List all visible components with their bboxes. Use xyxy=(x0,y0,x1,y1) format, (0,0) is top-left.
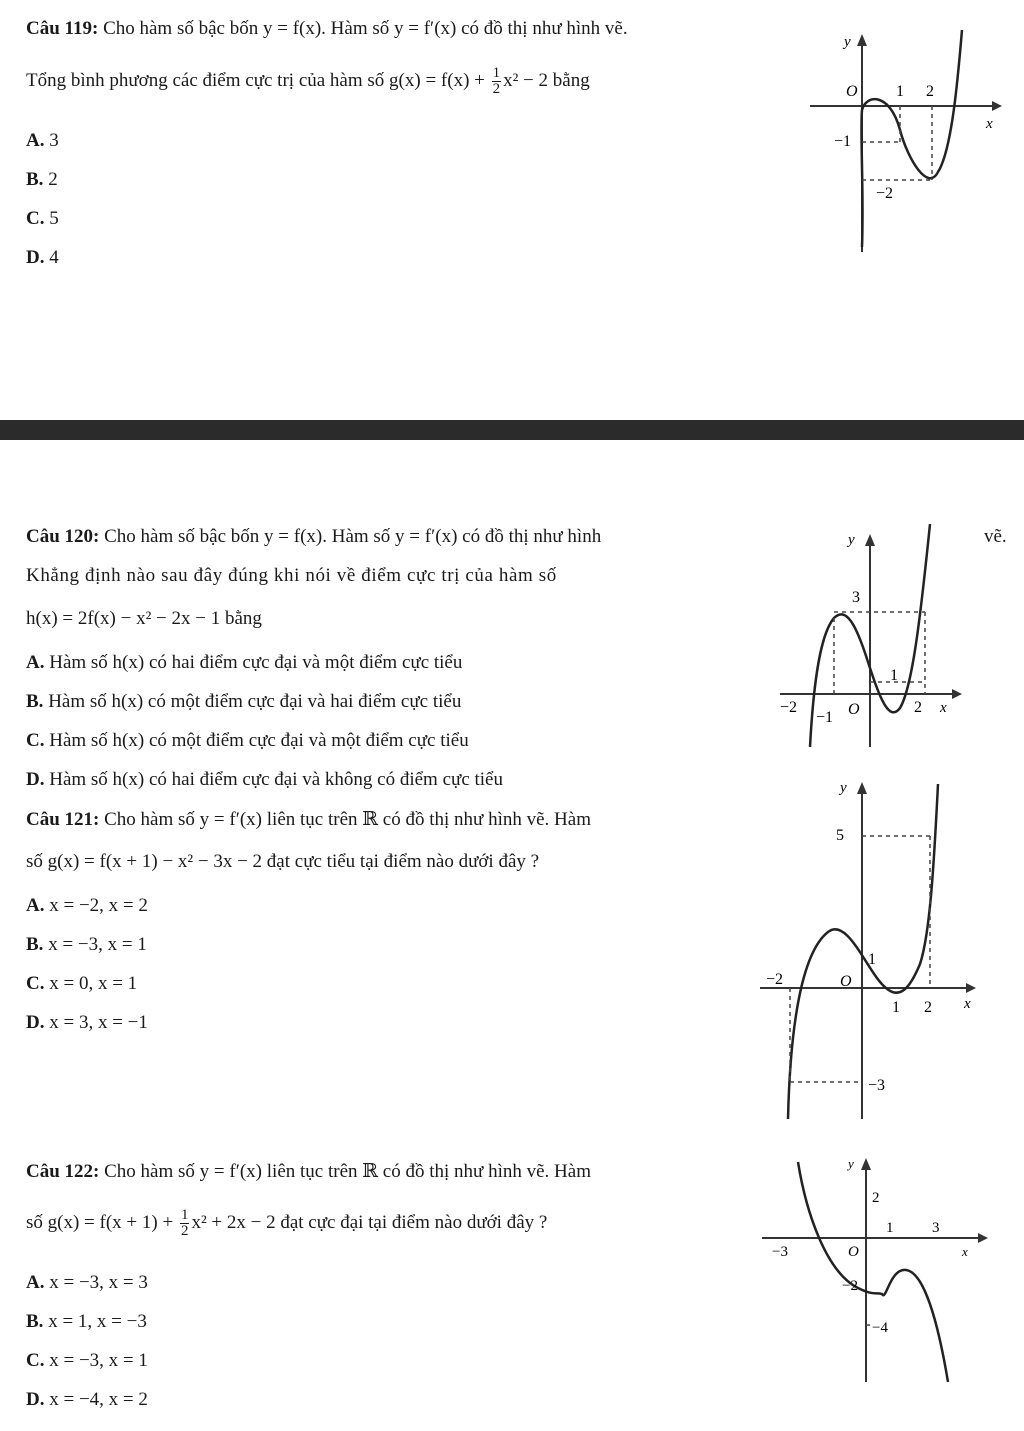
q119-line2-pre: Tổng bình phương các điểm cực trị của hàm số g(x) = f(x) + xyxy=(26,69,490,91)
q122-stem xyxy=(26,1160,591,1183)
tick-label: 2 xyxy=(914,699,922,716)
y-label: y xyxy=(848,1156,854,1171)
option-letter: B. xyxy=(26,934,44,955)
option-text: x = −2, x = 2 xyxy=(44,895,148,916)
y-label: y xyxy=(848,532,855,548)
option-letter: C. xyxy=(26,973,45,994)
y-arrow-icon xyxy=(865,534,875,546)
q122-line2 xyxy=(26,1208,547,1239)
option-letter: D. xyxy=(26,1012,45,1033)
option-letter: B. xyxy=(26,169,44,190)
q122-option-b[interactable] xyxy=(26,1311,147,1333)
tick-label: −2 xyxy=(842,1278,858,1294)
option-text: 2 xyxy=(43,169,58,190)
q119-line2 xyxy=(26,66,590,97)
x-label: x xyxy=(962,1244,968,1259)
tick-label: −2 xyxy=(876,185,894,202)
q120-line2: Khẳng định nào sau đây đúng khi nói về điểm cực trị của hàm số xyxy=(26,565,557,586)
option-letter: D. xyxy=(26,1389,45,1410)
option-text: x = 3, x = −1 xyxy=(44,1012,148,1033)
origin-label: O xyxy=(840,973,852,990)
option-letter: B. xyxy=(26,691,44,712)
option-text: 3 xyxy=(44,130,59,151)
y-arrow-icon xyxy=(861,1158,871,1170)
tick-label: 1 xyxy=(886,1220,894,1236)
y-label: y xyxy=(844,34,851,50)
x-arrow-icon xyxy=(966,983,976,993)
q120-option-b[interactable] xyxy=(26,691,461,713)
tick-label: −2 xyxy=(766,971,784,988)
option-letter: D. xyxy=(26,247,45,268)
tick-label: 1 xyxy=(896,83,904,100)
q122-stem-text: Cho hàm số y = f′(x) liên tục trên ℝ có đồ thị như hình vẽ. Hàm xyxy=(99,1161,591,1182)
option-text: x = −4, x = 2 xyxy=(44,1389,148,1410)
option-text: x = −3, x = 1 xyxy=(44,1350,148,1371)
tick-label: 2 xyxy=(872,1190,880,1206)
q119-option-d[interactable] xyxy=(26,247,59,269)
q120-stem-text: Cho hàm số bậc bốn y = f(x). Hàm số y = f′(x) có đồ thị như hình xyxy=(99,526,602,547)
option-letter: C. xyxy=(26,208,45,229)
q120-option-a[interactable] xyxy=(26,652,462,674)
x-arrow-icon xyxy=(992,101,1002,111)
origin-label: O xyxy=(846,83,858,100)
q120-graph xyxy=(780,522,970,752)
q121-label: Câu 121: xyxy=(26,809,100,830)
x-label: x xyxy=(940,700,947,716)
q122-line2-post: x² + 2x − 2 đạt cực đại tại điểm nào dưới đây ? xyxy=(191,1211,548,1233)
tick-label: 1 xyxy=(892,999,900,1016)
q122-option-a[interactable] xyxy=(26,1272,148,1294)
q119-stem-text: Cho hàm số bậc bốn y = f(x). Hàm số y = f′(x) có đồ thị như hình vẽ. xyxy=(98,18,628,39)
option-letter: A. xyxy=(26,895,45,916)
tick-label: 5 xyxy=(836,827,844,844)
q122-label: Câu 122: xyxy=(26,1161,100,1182)
q119-option-a[interactable] xyxy=(26,130,59,152)
q121-stem-text: Cho hàm số y = f′(x) liên tục trên ℝ có đồ thị như hình vẽ. Hàm xyxy=(99,809,591,830)
q120-option-d[interactable] xyxy=(26,769,503,791)
q122-frac-num: 1 xyxy=(180,1207,189,1223)
tick-label: 3 xyxy=(932,1220,940,1236)
y-label: y xyxy=(840,780,847,796)
option-letter: A. xyxy=(26,130,45,151)
option-text: x = −3, x = 1 xyxy=(43,934,147,955)
origin-label: O xyxy=(848,701,860,718)
x-label: x xyxy=(964,996,971,1012)
q120-stem-end: vẽ. xyxy=(984,526,1007,547)
q122-graph xyxy=(762,1152,1002,1387)
q121-stem xyxy=(26,808,591,831)
option-letter: B. xyxy=(26,1311,44,1332)
q119-line2-post: x² − 2 bằng xyxy=(503,69,590,91)
q122-frac-den: 2 xyxy=(180,1223,189,1239)
option-text: Hàm số h(x) có hai điểm cực đại và một điểm cực tiểu xyxy=(44,652,463,673)
option-text: Hàm số h(x) có hai điểm cực đại và không có điểm cực tiểu xyxy=(44,769,503,790)
q122-option-c[interactable] xyxy=(26,1350,148,1372)
option-text: 5 xyxy=(44,208,59,229)
option-letter: D. xyxy=(26,769,45,790)
x-label: x xyxy=(986,116,993,132)
x-arrow-icon xyxy=(952,689,962,699)
option-text: x = 0, x = 1 xyxy=(44,973,138,994)
tick-label: 2 xyxy=(924,999,932,1016)
q120-option-c[interactable] xyxy=(26,730,469,752)
q119-fraction xyxy=(492,66,502,97)
q120-line3: h(x) = 2f(x) − x² − 2x − 1 bằng xyxy=(26,608,262,629)
q122-option-d[interactable] xyxy=(26,1389,148,1411)
q119-frac-den: 2 xyxy=(492,81,501,97)
y-arrow-icon xyxy=(857,34,867,46)
x-arrow-icon xyxy=(978,1233,988,1243)
section-divider xyxy=(0,420,1024,440)
q120-stem xyxy=(26,526,601,548)
tick-label: −2 xyxy=(780,699,798,716)
q119-option-b[interactable] xyxy=(26,169,58,191)
q119-stem xyxy=(26,18,628,40)
tick-label: 2 xyxy=(926,83,934,100)
q121-option-a[interactable] xyxy=(26,895,148,917)
option-text: 4 xyxy=(44,247,59,268)
tick-label: −4 xyxy=(872,1320,888,1336)
tick-label: 3 xyxy=(852,589,860,606)
option-text: x = 1, x = −3 xyxy=(43,1311,147,1332)
q121-graph xyxy=(760,774,990,1124)
tick-label: −1 xyxy=(816,709,834,726)
q121-line2: số g(x) = f(x + 1) − x² − 3x − 2 đạt cực tiểu tại điểm nào dưới đây ? xyxy=(26,851,540,872)
q119-frac-num: 1 xyxy=(492,65,501,81)
q121-option-d[interactable] xyxy=(26,1012,148,1034)
origin-label: O xyxy=(848,1244,859,1260)
q119-label: Câu 119: xyxy=(26,18,99,39)
q119-option-c[interactable] xyxy=(26,208,59,230)
q121-option-b[interactable] xyxy=(26,934,147,956)
q120-label: Câu 120: xyxy=(26,526,100,547)
option-letter: A. xyxy=(26,1272,45,1293)
q122-line2-pre: số g(x) = f(x + 1) + xyxy=(26,1211,178,1233)
option-letter: A. xyxy=(26,652,45,673)
option-text: Hàm số h(x) có một điểm cực đại và hai điểm cực tiểu xyxy=(43,691,462,712)
tick-label: −1 xyxy=(834,133,852,150)
graph-curve xyxy=(861,30,962,247)
tick-label: −3 xyxy=(868,1077,886,1094)
tick-label: 1 xyxy=(868,951,876,968)
option-letter: C. xyxy=(26,730,45,751)
tick-label: 1 xyxy=(890,667,898,684)
q122-fraction xyxy=(180,1208,190,1239)
option-letter: C. xyxy=(26,1350,45,1371)
y-arrow-icon xyxy=(857,782,867,794)
q119-graph xyxy=(810,22,1010,257)
option-text: x = −3, x = 3 xyxy=(44,1272,148,1293)
option-text: Hàm số h(x) có một điểm cực đại và một điểm cực tiểu xyxy=(44,730,469,751)
q121-option-c[interactable] xyxy=(26,973,137,995)
tick-label: −3 xyxy=(772,1244,788,1260)
